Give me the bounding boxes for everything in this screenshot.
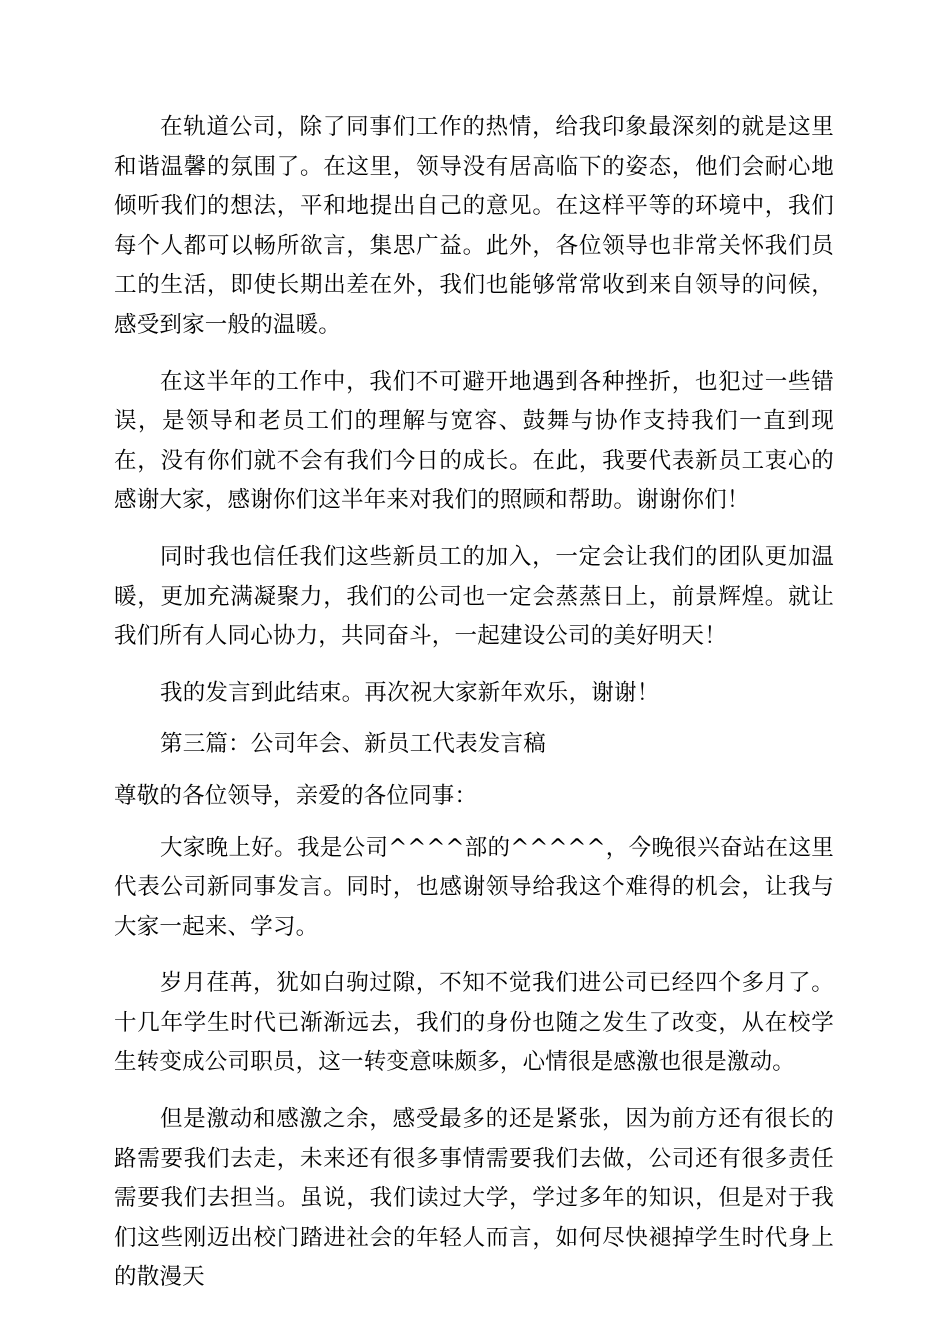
paragraph-company-atmosphere: 在轨道公司，除了同事们工作的热情，给我印象最深刻的就是这里和谐温馨的氛围了。在这里，领导没有居高临下的姿态，他们会耐心地倾听我们的想法，平和地提出自己的意见。在这样平等的环境中，我们每个人都可以畅所欲言，集思广益。此外，各位领导也非常关怀我们员工的生活，即使长期出差在外，我们也能够常常收到来自领导的问候，感受到家一般的温暖。 [114, 114, 834, 338]
paragraph-time-passes: 岁月荏苒，犹如白驹过隙，不知不觉我们进公司已经四个多月了。十几年学生时代已渐渐远去，我们的身份也随之发生了改变，从在校学生转变成公司职员，这一转变意味颇多，心情很是感激也很是激动。 [114, 970, 834, 1076]
paragraph-greeting: 大家晚上好。我是公司^^^^部的^^^^^，今晚很兴奋站在这里代表公司新同事发言。同时，也感谢领导给我这个难得的机会，让我与大家一起来、学习。 [114, 834, 834, 940]
paragraph-team-future: 同时我也信任我们这些新员工的加入，一定会让我们的团队更加温暖，更加充满凝聚力，我们的公司也一定会蒸蒸日上，前景辉煌。就让我们所有人同心协力，共同奋斗，一起建设公司的美好明天！ [114, 543, 834, 650]
paragraph-half-year-thanks: 在这半年的工作中，我们不可避开地遇到各种挫折，也犯过一些错误，是领导和老员工们的理解与宽容、鼓舞与协作支持我们一直到现在，没有你们就不会有我们今日的成长。在此，我要代表新员工衷心的感谢大家，感谢你们这半年来对我们的照顾和帮助。谢谢你们！ [114, 368, 834, 514]
document-body [114, 108, 834, 1315]
section-heading: 第三篇：公司年会、新员工代表发言稿 [160, 731, 546, 758]
salutation: 尊敬的各位领导，亲爱的各位同事： [114, 782, 478, 809]
paragraph-responsibility: 但是激动和感激之余，感受最多的还是紧张，因为前方还有很长的路需要我们去走，未来还有很多事情需要我们去做，公司还有很多责任需要我们去担当。虽说，我们读过大学，学过多年的知识，但是对于我们这些刚迈出校门踏进社会的年轻人而言，如何尽快褪掉学生时代身上的散漫天 [114, 1106, 834, 1291]
paragraph-closing: 我的发言到此结束。再次祝大家新年欢乐，谢谢！ [160, 679, 660, 706]
